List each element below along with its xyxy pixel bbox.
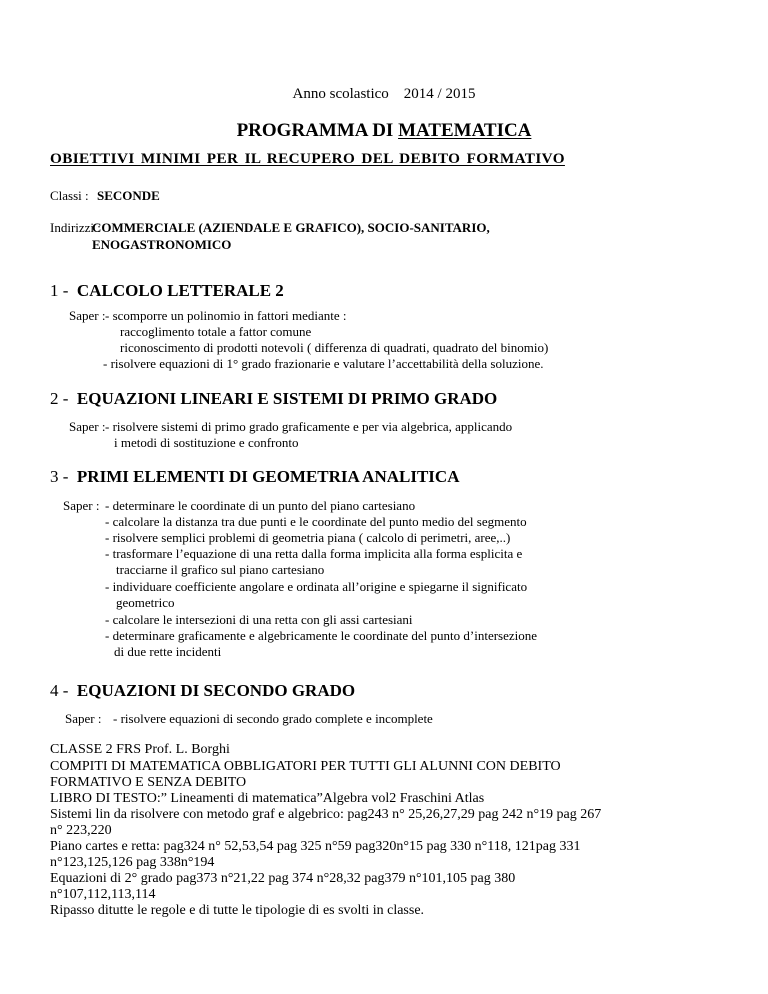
school-year — [0, 87, 768, 102]
section-1-heading — [50, 282, 284, 299]
homework-line: LIBRO DI TESTO:” Lineamenti di matematica”Algebra vol2 Fraschini Atlas — [50, 791, 485, 806]
homework-line: n°123,125,126 pag 338n°194 — [50, 855, 215, 870]
section-line: - determinare le coordinate di un punto del piano cartesiano — [105, 498, 416, 513]
homework-line: Piano cartes e retta: pag324 n° 52,53,54 pag 325 n°59 pag320n°15 pag 330 n°118, 121pag 331 — [50, 839, 581, 854]
saper-label: Saper : — [65, 711, 102, 726]
section-line: - calcolare le intersezioni di una retta con gli assi cartesiani — [105, 612, 413, 627]
homework-line: n°107,112,113,114 — [50, 887, 156, 902]
section-number: 2 - — [50, 389, 69, 408]
homework-line: Equazioni di 2° grado pag373 n°21,22 pag 374 n°28,32 pag379 n°101,105 pag 380 — [50, 871, 516, 886]
section-line: raccoglimento totale a fattor comune — [120, 324, 312, 339]
school-year-value: 2014 / 2015 — [403, 86, 476, 102]
section-line: riconoscimento di prodotti notevoli ( differenza di quadrati, quadrato del binomio) — [120, 340, 549, 355]
homework-line: Ripasso ditutte le regole e di tutte le tipologie di es svolti in classe. — [50, 903, 425, 918]
homework-line: Sistemi lin da risolvere con metodo graf e algebrico: pag243 n° 25,26,27,29 pag 242 n°19 pag 267 — [50, 807, 602, 822]
section-line: tracciarne il grafico sul piano cartesiano — [116, 562, 325, 577]
section-line: - determinare graficamente e algebricamente le coordinate del punto d’intersezione — [105, 628, 538, 643]
section-4-heading — [50, 682, 355, 699]
section-line: - scomporre un polinomio in fattori mediante : — [105, 308, 347, 323]
section-line: - risolvere sistemi di primo grado graficamente e per via algebrica, applicando — [105, 419, 513, 434]
section-line: - calcolare la distanza tra due punti e le coordinate del punto medio del segmento — [105, 514, 527, 529]
section-number: 4 - — [50, 681, 69, 700]
section-number: 1 - — [50, 281, 69, 300]
page-title — [0, 121, 768, 140]
section-line: di due rette incidenti — [114, 644, 222, 659]
section-title: PRIMI ELEMENTI DI GEOMETRIA ANALITICA — [76, 467, 460, 486]
section-title: CALCOLO LETTERALE 2 — [76, 281, 284, 300]
section-2-heading — [50, 390, 497, 407]
title-underlined: MATEMATICA — [398, 120, 532, 141]
indirizzi-label: Indirizzi : — [50, 220, 101, 235]
section-line: - trasformare l’equazione di una retta dalla forma implicita alla forma esplicita e — [105, 546, 523, 561]
indirizzi-line: ENOGASTRONOMICO — [92, 237, 232, 252]
saper-label: Saper : — [69, 308, 106, 323]
section-title: EQUAZIONI LINEARI E SISTEMI DI PRIMO GRADO — [76, 389, 498, 408]
section-line: - risolvere equazioni di secondo grado complete e incomplete — [113, 711, 433, 726]
classi-value: SECONDE — [97, 188, 160, 203]
section-line: i metodi di sostituzione e confronto — [114, 435, 299, 450]
homework-line: n° 223,220 — [50, 823, 112, 838]
page-subtitle: OBIETTIVI MINIMI PER IL RECUPERO DEL DEBITO FORMATIVO — [50, 150, 565, 167]
section-title: EQUAZIONI DI SECONDO GRADO — [76, 681, 356, 700]
school-year-label: Anno scolastico — [292, 86, 389, 102]
section-line: - risolvere equazioni di 1° grado frazionarie e valutare l’accettabilità della soluzione. — [103, 356, 544, 371]
saper-label: Saper : — [69, 419, 106, 434]
section-3-heading — [50, 468, 459, 485]
classi-label: Classi : — [50, 188, 89, 203]
indirizzi-line: COMMERCIALE (AZIENDALE E GRAFICO), SOCIO-SANITARIO, — [92, 220, 490, 235]
section-line: - individuare coefficiente angolare e ordinata all’origine e spiegarne il significato — [105, 579, 528, 594]
saper-label: Saper : — [63, 498, 100, 513]
homework-line: CLASSE 2 FRS Prof. L. Borghi — [50, 742, 230, 757]
homework-line: COMPITI DI MATEMATICA OBBLIGATORI PER TUTTI GLI ALUNNI CON DEBITO — [50, 759, 561, 774]
section-line: - risolvere semplici problemi di geometria piana ( calcolo di perimetri, aree,..) — [105, 530, 511, 545]
section-number: 3 - — [50, 467, 69, 486]
title-prefix: PROGRAMMA DI — [236, 120, 399, 141]
homework-line: FORMATIVO E SENZA DEBITO — [50, 775, 247, 790]
section-line: geometrico — [116, 595, 175, 610]
